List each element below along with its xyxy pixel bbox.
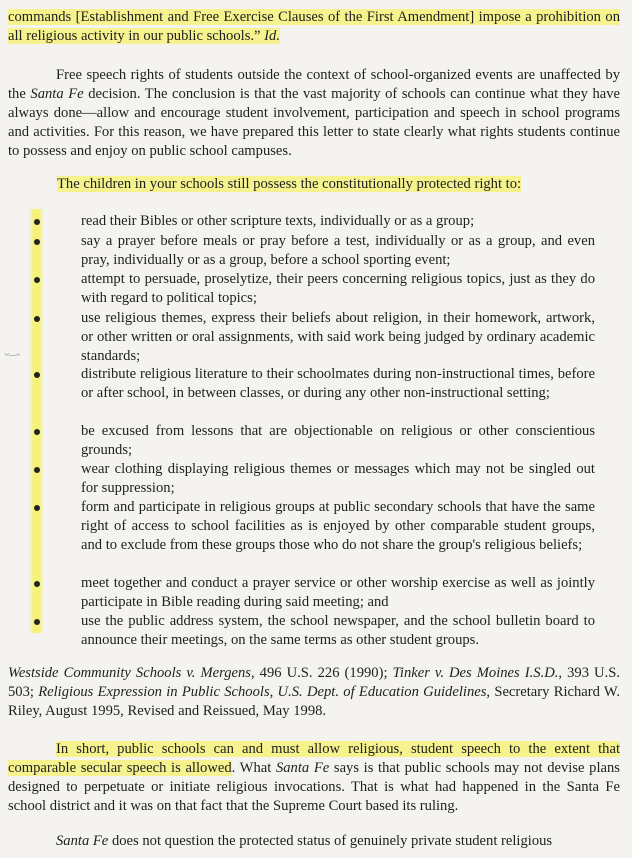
- citation-id: Id.: [264, 28, 280, 44]
- case-name: Santa Fe: [30, 86, 84, 102]
- case-name: Westside Community Schools v. Mergens: [8, 665, 251, 681]
- list-item-text: say a prayer before meals or pray before a test, individually or as a group, and even pray, individually or as a group, before a school sporting event;: [81, 233, 595, 268]
- bullet-icon: [34, 219, 40, 225]
- list-item-text: distribute religious literature to their schoolmates during non-instructional times, before or after school, in between classes, or during any other non-instructional setting;: [81, 366, 595, 401]
- highlighted-text: In short, public schools can and must allow religious, student speech to the extent that comparable secular speech is allowed: [8, 741, 620, 776]
- bullet-icon: [34, 239, 40, 245]
- paragraph-free-speech: Free speech rights of students outside the context of school-organized events are unaffected by the Santa Fe decision. The conclusion is that the vast majority of schools can continue what they have always done—allow and encourage student involvement, participation and speech in school programs and activities. For this reason, we have prepared this letter to state clearly what rights students continue to possess and enjoy on public school campuses.: [8, 67, 620, 159]
- bullet-icon: [34, 277, 40, 283]
- case-name: Santa Fe: [275, 760, 330, 776]
- highlighted-intro: The children in your schools still possess the constitutionally protected right to:: [57, 176, 522, 192]
- list-item-text: read their Bibles or other scripture texts, individually or as a group;: [81, 213, 475, 229]
- bullet-icon: [34, 505, 40, 511]
- bullet-icon: [34, 372, 40, 378]
- bullet-icon: [34, 429, 40, 435]
- bullet-icon: [34, 619, 40, 625]
- case-name: Tinker v. Des Moines I.S.D.: [392, 665, 559, 681]
- highlighter-bar: [29, 209, 44, 633]
- bullet-icon: [34, 467, 40, 473]
- bullet-icon: [34, 581, 40, 587]
- paragraph-santa-fe: Santa Fe does not question the protected status of genuinely private student religious: [56, 833, 553, 849]
- list-item-text: wear clothing displaying religious themes or messages which may not be singled out for suppression;: [81, 461, 595, 496]
- list-item-text: be excused from lessons that are objectionable on religious or other conscientious grounds;: [81, 423, 595, 458]
- list-item-text: use religious themes, express their beliefs about religion, in their homework, artwork, or other written or oral assignments, with said work being judged by ordinary academic standards;: [81, 310, 595, 364]
- intro-line: [57, 175, 617, 194]
- list-item-text: form and participate in religious groups at public secondary schools that have the same right of access to school facilities as is enjoyed by other comparable student groups, and to exclude from these groups those who do not share the group's religious beliefs;: [81, 499, 595, 553]
- list-item-text: use the public address system, the school newspaper, and the school bulletin board to announce their meetings, on the same terms as other student groups.: [81, 613, 595, 648]
- paragraph-quote-end: [8, 8, 620, 46]
- bullet-icon: [34, 316, 40, 322]
- highlighted-text: commands [Establishment and Free Exercise Clauses of the First Amendment] impose a prohibition on all religious activity in our public schools.” Id.: [8, 9, 620, 44]
- list-item-text: attempt to persuade, proselytize, their peers concerning religious topics, just as they do with regard to political topics;: [81, 271, 595, 306]
- margin-mark: ·-·—·-: [4, 350, 20, 359]
- case-name: Santa Fe: [56, 833, 109, 849]
- list-item-text: meet together and conduct a prayer service or other worship exercise as well as jointly participate in Bible reading during said meeting; and: [81, 575, 595, 610]
- paragraph-in-short: In short, public schools can and must allow religious, student speech to the extent that comparable secular speech is allowed. What Santa Fe says is that public schools may not devise plans designed to perpetuate or initiate religious invocations. That is what had happened in the Santa Fe school district and it was on that fact that the Supreme Court based its ruling.: [8, 741, 620, 814]
- guideline-title: Religious Expression in Public Schools, U.S. Dept. of Education Guidelines: [38, 684, 487, 700]
- paragraph-citations: Westside Community Schools v. Mergens, 496 U.S. 226 (1990); Tinker v. Des Moines I.S.D., 393 U.S. 503; Religious Expression in Public Schools, U.S. Dept. of Education Guidelines, Secretary Richard W. Riley, August 1995, Revised and Reissued, May 1998.: [8, 665, 621, 719]
